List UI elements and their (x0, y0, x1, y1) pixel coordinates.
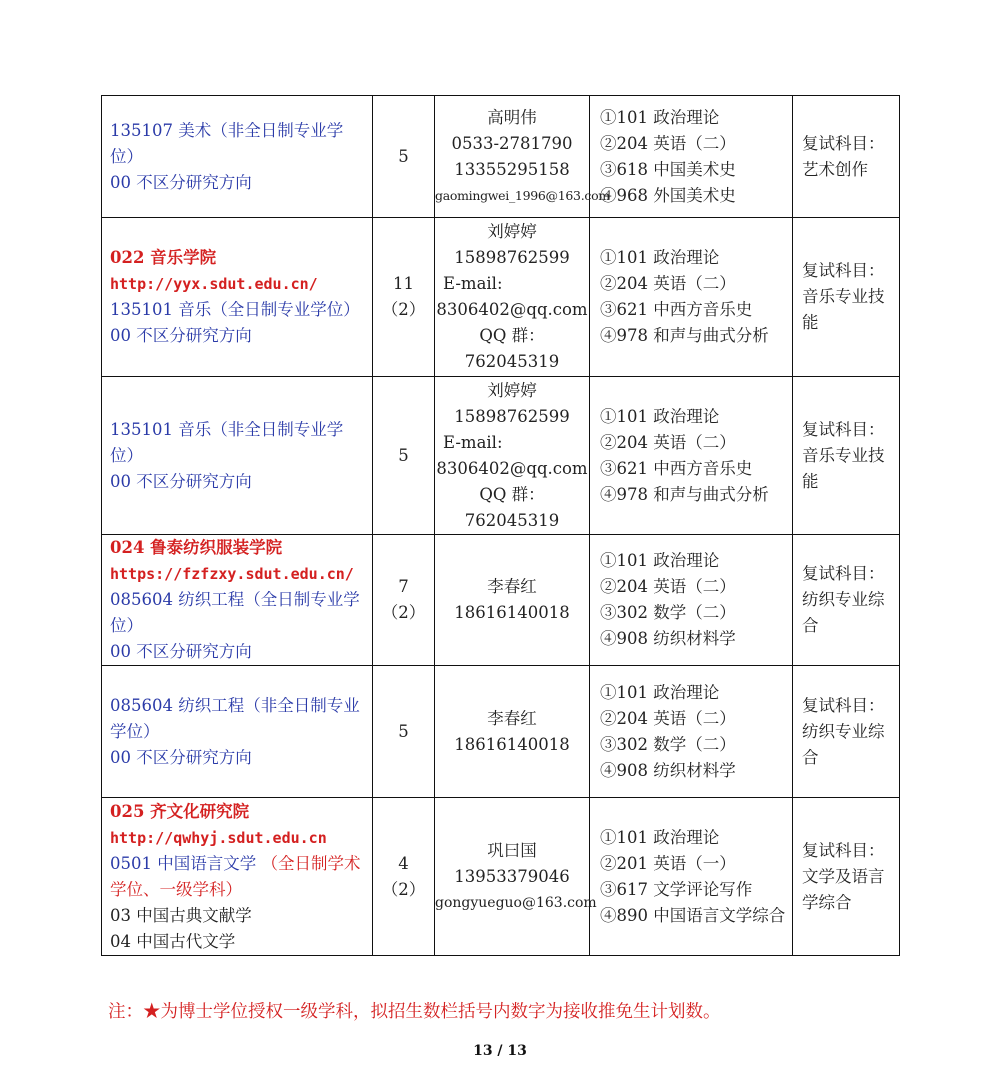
exam-subject: ①101 政治理论 (600, 551, 720, 570)
exam-cell (590, 798, 793, 956)
contact-mobile: 13355295158 (454, 159, 570, 179)
quota: 5 (398, 146, 409, 166)
program-name: 085604 纺织工程（非全日制专业学位） (110, 695, 360, 741)
exam-subject: ④890 中国语言文学综合 (600, 905, 786, 925)
research-direction: 04 中国古代文学 (110, 931, 236, 951)
remark: 复试科目：纺织专业综合 (802, 695, 885, 767)
quota: 11 (393, 274, 414, 293)
program-name: 135101 音乐（非全日制专业学位） (110, 419, 344, 465)
remark-cell (793, 377, 900, 535)
remark-cell (793, 666, 900, 798)
college-name: 022 音乐学院 (110, 248, 217, 267)
research-direction: 00 不区分研究方向 (110, 326, 252, 345)
remark: 复试科目：文学及语言学综合 (802, 840, 885, 912)
exam-subject: ②204 英语（二） (600, 274, 736, 293)
table-row (102, 666, 900, 798)
exam-subject: ④968 外国美术史 (600, 185, 736, 205)
contact-qq: 762045319 (464, 510, 560, 530)
quota: 4 (398, 853, 409, 873)
remark: 复试科目：音乐专业技能 (802, 261, 885, 332)
college-url[interactable]: http://yyx.sdut.edu.cn/ (110, 275, 318, 293)
quota-cell (373, 218, 435, 377)
contact-cell (435, 798, 597, 956)
table-row (102, 218, 900, 377)
program-type: （全日制学术学位、一级学科） (110, 853, 361, 899)
college-url[interactable]: http://qwhyj.sdut.edu.cn (110, 828, 327, 847)
contact-phone: 15898762599 (454, 406, 570, 426)
exam-subject: ③621 中西方音乐史 (600, 300, 753, 319)
remark-cell (793, 798, 900, 956)
contact-email: gaomingwei_1996@163.com (435, 187, 610, 203)
exam-subject: ①101 政治理论 (600, 406, 720, 426)
table-row (102, 377, 900, 535)
exam-cell (590, 666, 793, 798)
exam-subject: ③621 中西方音乐史 (600, 458, 753, 478)
research-direction: 00 不区分研究方向 (110, 471, 252, 491)
table-row (102, 96, 900, 218)
remark-cell (793, 535, 900, 666)
exam-subject: ③617 文学评论写作 (600, 879, 753, 899)
exam-subject: ②201 英语（一） (600, 853, 736, 873)
program-name: 135101 音乐（全日制专业学位） (110, 300, 360, 319)
program-cell (102, 535, 373, 666)
exam-subject: ②204 英语（二） (600, 577, 736, 596)
remark-cell (793, 96, 900, 218)
quota-recommended: （2） (381, 603, 426, 622)
footnote: 注：★为博士学位授权一级学科，拟招生数栏括号内数字为接收推免生计划数。 (108, 1002, 721, 1022)
exam-subject: ③302 数学（二） (600, 603, 736, 622)
college-url[interactable]: https://fzfzxy.sdut.edu.cn/ (110, 565, 354, 583)
exam-subject: ①101 政治理论 (600, 248, 720, 267)
exam-cell (590, 535, 793, 666)
contact-email: gongyueguo@163.com (435, 894, 597, 911)
quota: 7 (398, 577, 409, 596)
research-direction: 03 中国古典文献学 (110, 905, 252, 925)
remark: 复试科目：纺织专业综合 (802, 564, 885, 635)
contact-name: 李春红 (487, 577, 537, 596)
exam-subject: ④978 和声与曲式分析 (600, 484, 769, 504)
quota: 5 (398, 445, 409, 465)
program-cell (102, 377, 373, 535)
exam-subject: ②204 英语（二） (600, 432, 736, 452)
exam-subject: ②204 英语（二） (600, 708, 736, 728)
enrollment-table (101, 95, 900, 956)
contact-phone: 15898762599 (454, 248, 570, 267)
contact-cell (435, 666, 590, 798)
contact-phone: 0533-2781790 (451, 133, 573, 153)
research-direction: 00 不区分研究方向 (110, 747, 252, 767)
program-cell (102, 96, 373, 218)
exam-subject: ④908 纺织材料学 (600, 629, 736, 648)
contact-name: 高明伟 (487, 107, 537, 127)
program-name: 085604 纺织工程（全日制专业学位） (110, 590, 360, 635)
exam-subject: ①101 政治理论 (600, 827, 720, 847)
contact-name: 刘婷婷 (487, 380, 537, 400)
quota-recommended: （2） (381, 879, 426, 899)
contact-mobile: 13953379046 (454, 866, 570, 886)
contact-mobile: 18616140018 (454, 734, 570, 754)
quota: 5 (398, 721, 409, 741)
contact-qq-label: QQ 群： (479, 484, 545, 504)
program-cell (102, 798, 373, 956)
quota-cell (373, 798, 435, 956)
quota-cell (373, 96, 435, 218)
contact-mobile: 18616140018 (454, 603, 570, 622)
contact-name: 巩曰国 (487, 840, 537, 860)
table-row (102, 535, 900, 666)
program-cell (102, 218, 373, 377)
contact-email-label: E-mail: (443, 432, 503, 452)
exam-subject: ③618 中国美术史 (600, 159, 736, 179)
contact-qq-label: QQ 群： (479, 326, 545, 345)
contact-qq: 762045319 (464, 352, 560, 371)
table-row (102, 798, 900, 956)
contact-email: 8306402@qq.com (436, 458, 588, 478)
program-name: 135107 美术（非全日制专业学位） (110, 120, 344, 166)
quota-cell (373, 377, 435, 535)
contact-name: 李春红 (487, 708, 537, 728)
remark: 复试科目：艺术创作 (802, 133, 885, 179)
exam-cell (590, 377, 793, 535)
exam-subject: ①101 政治理论 (600, 682, 720, 702)
research-direction: 00 不区分研究方向 (110, 172, 252, 192)
exam-subject: ②204 英语（二） (600, 133, 736, 153)
exam-subject: ③302 数学（二） (600, 734, 736, 754)
exam-subject: ④908 纺织材料学 (600, 760, 736, 780)
program-name: 0501 中国语言文学 (110, 853, 262, 873)
remark: 复试科目：音乐专业技能 (802, 419, 885, 491)
contact-cell (435, 377, 590, 535)
research-direction: 00 不区分研究方向 (110, 642, 252, 661)
remark-cell (793, 218, 900, 377)
quota-recommended: （2） (381, 300, 426, 319)
contact-cell (435, 96, 610, 218)
quota-cell (373, 666, 435, 798)
exam-subject: ④978 和声与曲式分析 (600, 326, 769, 345)
exam-cell (590, 96, 793, 218)
college-name: 024 鲁泰纺织服装学院 (110, 538, 283, 557)
contact-email: 8306402@qq.com (436, 300, 588, 319)
page-number: 13 / 13 (473, 1043, 527, 1059)
contact-name: 刘婷婷 (487, 222, 537, 241)
exam-cell (590, 218, 793, 377)
program-cell (102, 666, 373, 798)
contact-email-label: E-mail: (443, 274, 503, 293)
exam-subject: ①101 政治理论 (600, 107, 720, 127)
quota-cell (373, 535, 435, 666)
contact-cell (435, 218, 590, 377)
college-name: 025 齐文化研究院 (110, 801, 250, 821)
contact-cell (435, 535, 590, 666)
